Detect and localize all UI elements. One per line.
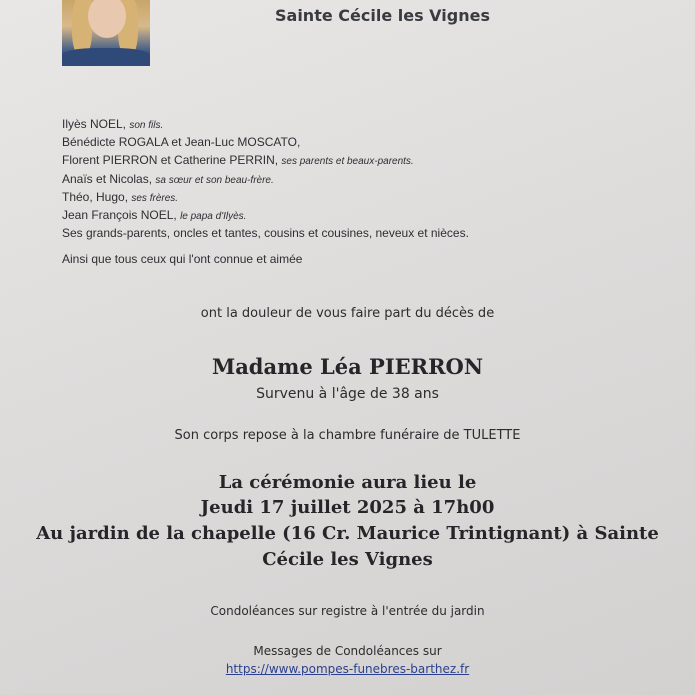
ceremony-line-1: La cérémonie aura lieu le [218,472,477,493]
funeral-website-link[interactable]: https://www.pompes-funebres-barthez.fr [225,662,470,676]
deceased-name: Madame Léa PIERRON [211,354,484,379]
repose-location: Son corps repose à la chambre funéraire de TULETTE [174,428,521,443]
family-list [62,116,642,243]
family-line: Ses grands-parents, oncles et tantes, cousins et cousines, neveux et nièces. [62,226,469,241]
portrait-photo [62,0,150,66]
ceremony-date: Jeudi 17 juillet 2025 à 17h00 [200,497,495,518]
ainsi-line: Ainsi que tous ceux qui l'ont connue et aimée [62,252,303,266]
family-line: Ilyès NOEL, son fils. [62,117,164,131]
condolences-messages: Messages de Condoléances sur [253,644,442,658]
funeral-website [0,662,695,676]
family-line: Bénédicte ROGALA et Jean-Luc MOSCATO, [62,135,301,150]
family-line: Florent PIERRON et Catherine PERRIN, ses parents et beaux-parents. [62,153,414,168]
deceased-age: Survenu à l'âge de 38 ans [256,386,439,402]
family-line: Théo, Hugo, ses frères. [62,189,179,204]
ceremony-location-cont: Cécile les Vignes [262,549,433,570]
ceremony-location: Au jardin de la chapelle (16 Cr. Maurice Trintignant) à Sainte [36,523,659,544]
condolences-register: Condoléances sur registre à l'entrée du jardin [210,604,485,618]
place-heading: Sainte Cécile les Vignes [275,6,490,25]
family-line: Jean François NOEL, le papa d'Ilyès. [62,208,247,223]
family-line: Anaïs et Nicolas, sa sœur et son beau-frère. [62,171,274,186]
announcement-intro: ont la douleur de vous faire part du décès de [200,306,495,321]
